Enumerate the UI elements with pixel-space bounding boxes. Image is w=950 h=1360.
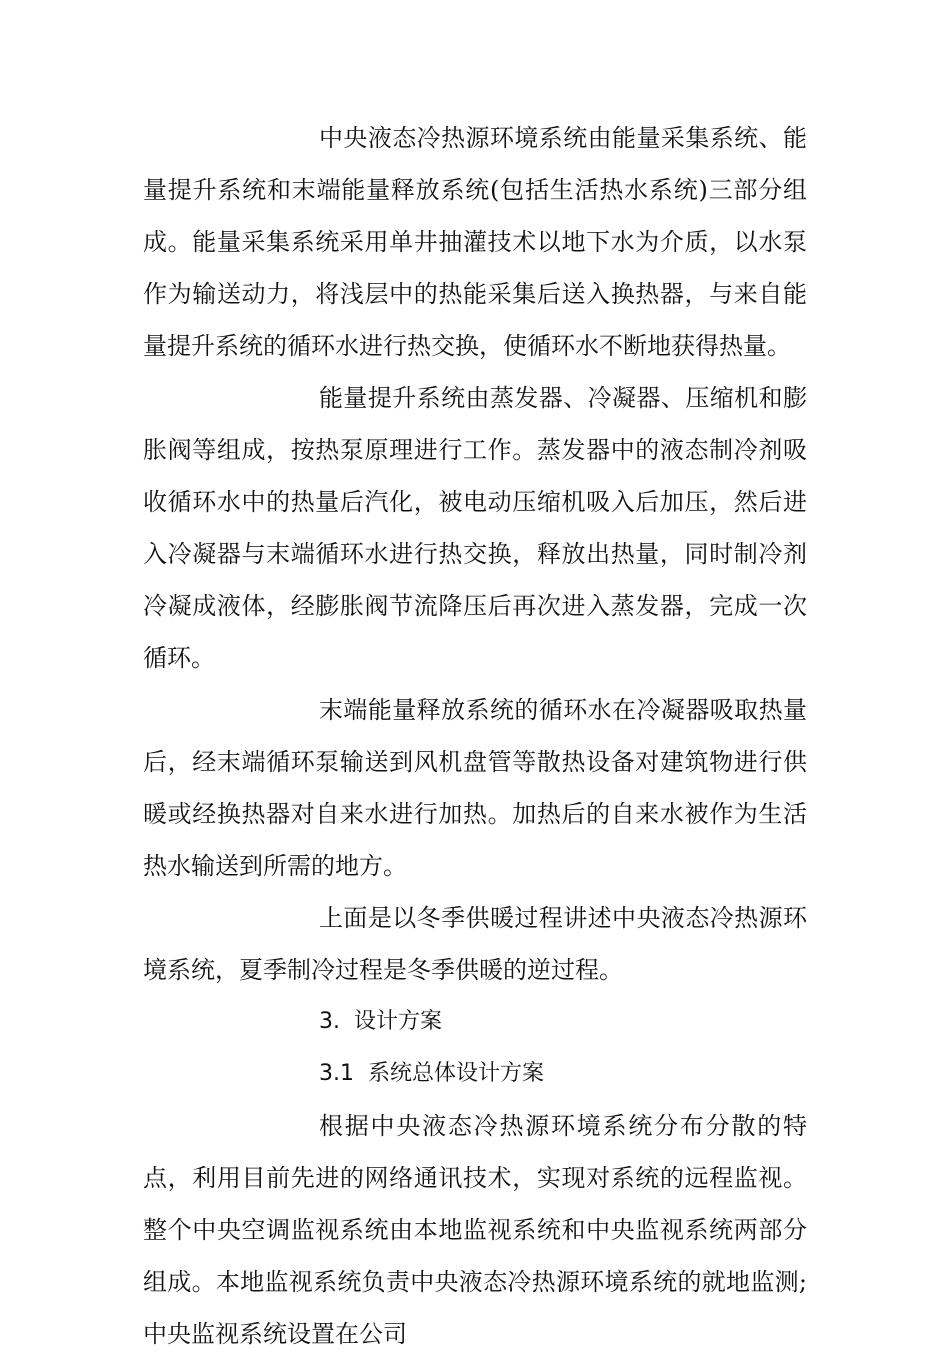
subsection-heading: 3.1 系统总体设计方案 xyxy=(319,1061,544,1086)
paragraph-energy-lifting: 能量提升系统由蒸发器、冷凝器、压缩机和膨胀阀等组成，按热泵原理进行工作。蒸发器中的液态制冷剂吸收循环水中的热量后汽化，被电动压缩机吸入后加压，然后进入冷凝器与末端循环水进行热交换，释放出热量，同时制冷剂冷凝成液体，经膨胀阀节流降压后再次进入蒸发器，完成一次循环。 xyxy=(143,384,807,672)
document-body xyxy=(143,112,807,1360)
paragraph-energy-collection: 中央液态冷热源环境系统由能量采集系统、能量提升系统和末端能量释放系统(包括生活热水系统)三部分组成。能量采集系统采用单井抽灌技术以地下水为介质，以水泵作为输送动力，将浅层中的热能采集后送入换热器，与来自能量提升系统的循环水进行热交换，使循环水不断地获得热量。 xyxy=(143,124,807,360)
paragraph-monitoring-design: 根据中央液态冷热源环境系统分布分散的特点，利用目前先进的网络通讯技术，实现对系统的远程监视。整个中央空调监视系统由本地监视系统和中央监视系统两部分组成。本地监视系统负责中央液态冷热源环境系统的就地监测;中央监视系统设置在公司 xyxy=(143,1112,807,1348)
paragraph-winter-summary: 上面是以冬季供暖过程讲述中央液态冷热源环境系统，夏季制冷过程是冬季供暖的逆过程。 xyxy=(143,904,807,984)
section-heading: 3. 设计方案 xyxy=(319,1009,442,1034)
paragraph-energy-release: 末端能量释放系统的循环水在冷凝器吸取热量后，经末端循环泵输送到风机盘管等散热设备对建筑物进行供暖或经换热器对自来水进行加热。加热后的自来水被作为生活热水输送到所需的地方。 xyxy=(143,696,807,880)
